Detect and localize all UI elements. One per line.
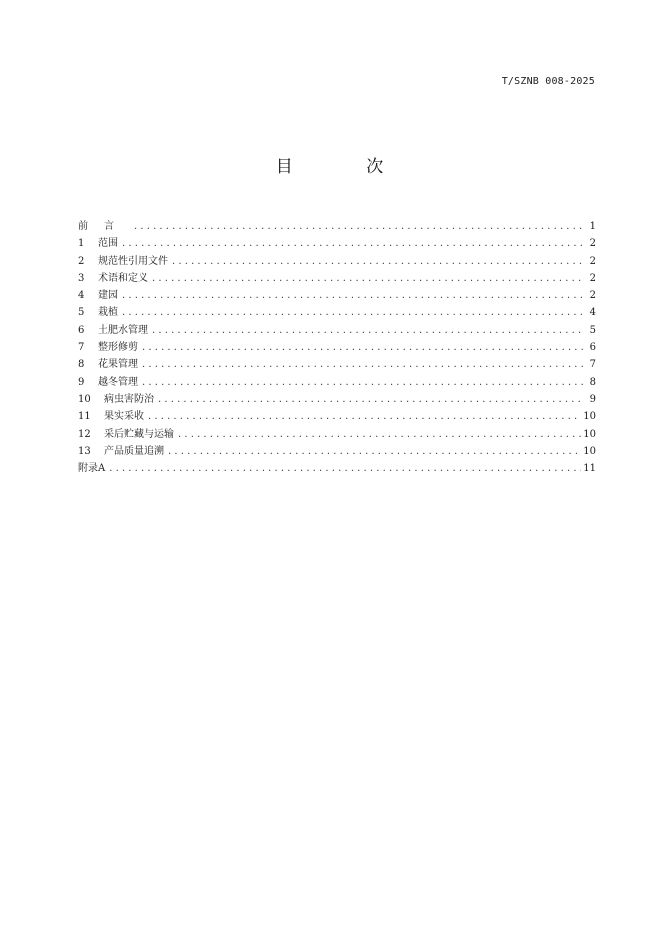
toc-entry-foreword[interactable] [78,218,596,235]
toc-entry-label: 越冬管理 [98,376,138,388]
toc-entry-label: 术语和定义 [98,272,148,284]
toc-entry-number: 9 [78,376,85,388]
toc-entry-page: 7 [589,359,596,371]
toc-entry-page: 9 [589,393,596,405]
toc-leader-dots [122,304,584,321]
toc-entry-1[interactable] [78,235,596,252]
toc-entry-12[interactable] [78,426,596,443]
toc-entry-page: 2 [589,238,596,250]
toc-entry-page: 10 [583,428,596,440]
toc-entry-number: 5 [78,307,85,319]
toc-leader-dots [142,374,584,391]
toc-entry-appendix-a[interactable] [78,460,596,477]
toc-entry-label: 范围 [98,238,118,250]
toc-entry-label: 采后贮藏与运输 [104,428,174,440]
toc-leader-dots [172,253,584,270]
toc-entry-page: 6 [589,342,596,354]
toc-entry-number: 6 [78,324,85,336]
toc-entry-7[interactable] [78,339,596,356]
toc-entry-5[interactable] [78,304,596,321]
toc-entry-11[interactable] [78,408,596,425]
toc-leader-dots [158,391,584,408]
table-of-contents [78,218,596,477]
toc-leader-dots [178,426,581,443]
toc-entry-number: 11 [78,411,91,423]
toc-entry-number: 1 [78,238,85,250]
toc-entry-2[interactable] [78,253,596,270]
toc-entry-number: 7 [78,342,85,354]
toc-entry-page: 5 [589,324,596,336]
toc-entry-page: 8 [589,376,596,388]
toc-entry-page: 10 [583,411,596,423]
toc-entry-number: 3 [78,272,85,284]
toc-entry-label: 规范性引用文件 [98,255,168,267]
toc-entry-label: 整形修剪 [98,342,138,354]
toc-leader-dots [122,287,584,304]
toc-leader-dots [134,218,584,235]
toc-entry-label: 栽植 [98,307,118,319]
toc-entry-4[interactable] [78,287,596,304]
toc-leader-dots [109,460,581,477]
toc-entry-page: 1 [589,221,596,232]
toc-entry-3[interactable] [78,270,596,287]
toc-entry-number: 8 [78,359,85,371]
toc-entry-label: 产品质量追溯 [104,445,164,457]
toc-leader-dots [152,322,584,339]
toc-entry-page: 2 [589,290,596,302]
toc-entry-label: 花果管理 [98,359,138,371]
toc-entry-label: 前言 [78,221,130,232]
toc-entry-page: 2 [589,255,596,267]
toc-entry-label: 果实采收 [104,411,144,423]
toc-leader-dots [148,408,581,425]
toc-leader-dots [168,443,581,460]
toc-entry-number: 4 [78,290,85,302]
toc-entry-6[interactable] [78,322,596,339]
toc-entry-label: 建园 [98,290,118,302]
toc-entry-number: 12 [78,428,91,440]
toc-entry-8[interactable] [78,356,596,373]
toc-entry-number: 2 [78,255,85,267]
toc-entry-number: 10 [78,393,91,405]
toc-entry-page: 11 [583,463,596,475]
toc-entry-10[interactable] [78,391,596,408]
toc-title: 目 次 [275,157,418,177]
toc-entry-label: 土肥水管理 [98,324,148,336]
toc-entry-page: 4 [589,307,596,319]
toc-leader-dots [152,270,584,287]
toc-entry-label: 病虫害防治 [104,393,154,405]
toc-entry-page: 10 [583,445,596,457]
toc-leader-dots [142,339,584,356]
toc-leader-dots [122,235,584,252]
toc-entry-page: 2 [589,272,596,284]
toc-entry-label: 附录A [78,463,106,475]
toc-entry-number: 13 [78,445,91,457]
toc-entry-9[interactable] [78,374,596,391]
toc-entry-13[interactable] [78,443,596,460]
document-code: T/SZNB 008-2025 [501,76,595,87]
toc-leader-dots [142,356,584,373]
